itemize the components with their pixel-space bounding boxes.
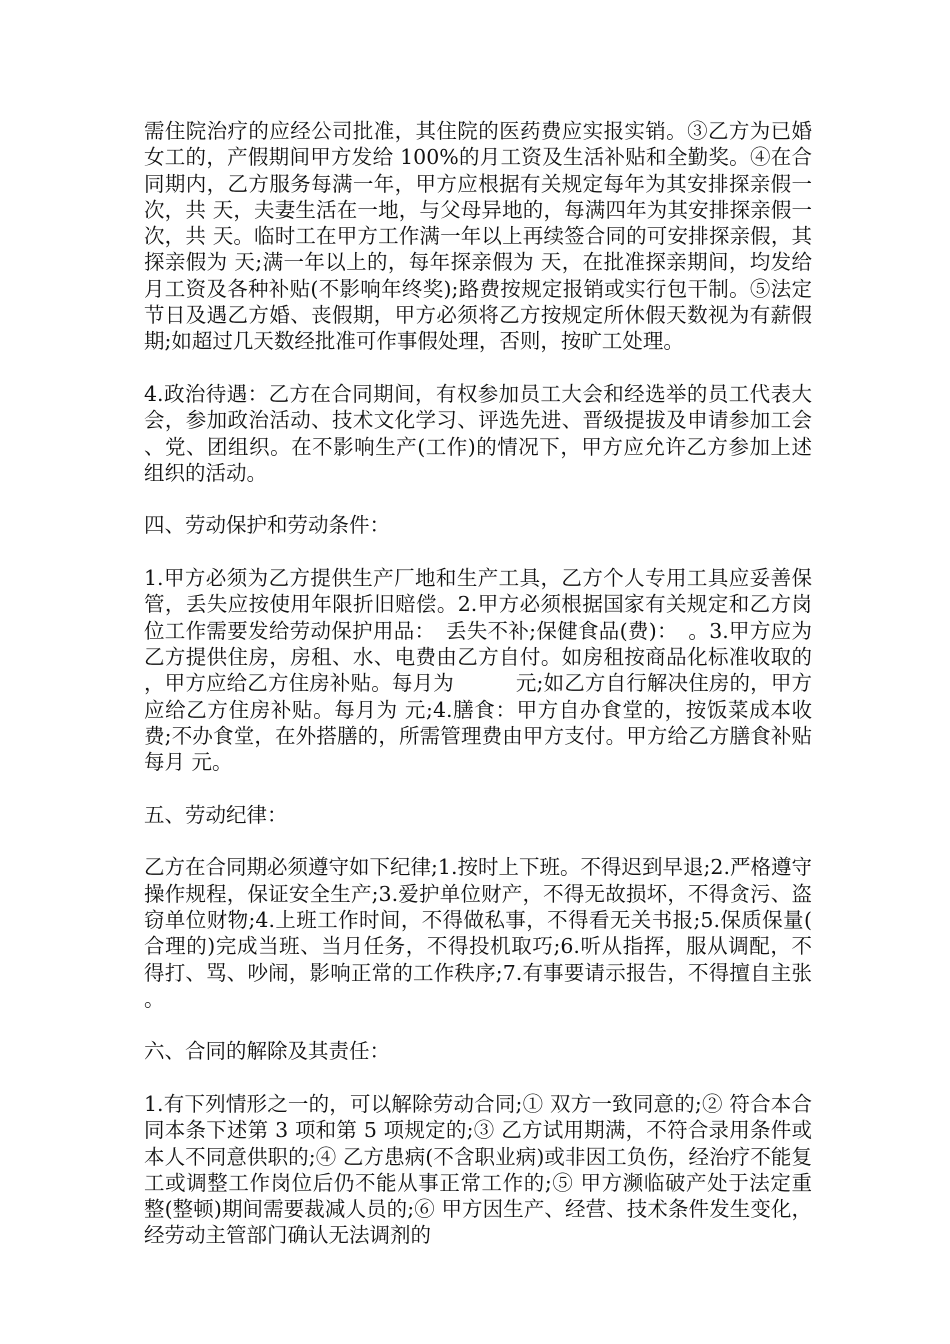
document-body [144, 118, 812, 1275]
paragraph-labor-discipline: 乙方在合同期必须遵守如下纪律;1.按时上下班。不得迟到早退;2.严格遵守操作规程，保证安全生产;3.爱护单位财产，不得无故损坏，不得贪污、盗窃单位财物;4.上班工作时间，不得做私事，不得看无关书报;5.保质保量(合理的)完成当班、当月任务，不得投机取巧;6.听从指挥，服从调配，不得打、骂、吵闹，影响正常的工作秩序;7.有事要请示报告，不得擅自主张。 [144, 855, 812, 1011]
section-heading-labor-protection: 四、劳动保护和劳动条件： [144, 513, 390, 538]
section-heading-labor-discipline: 五、劳动纪律： [144, 802, 288, 827]
paragraph-contract-termination: 1.有下列情形之一的，可以解除劳动合同;① 双方一致同意的;② 符合本合同本条下述第 3 项和第 5 项规定的;③ 乙方试用期满，不符合录用条件或本人不同意供职的;④ 乙方患病(不含职业病)或非因工负伤，经治疗不能复工或调整工作岗位后仍不能从事正常工作的;⑤ 甲方濒临破产处于法定重整(整顿)期间需要裁减人员的;⑥ 甲方因生产、经营、技术条件发生变化，经劳动主管部门确认无法调剂的 [144, 1091, 812, 1248]
paragraph-leave-benefits: 需住院治疗的应经公司批准，其住院的医药费应实报实销。③乙方为已婚女工的，产假期间甲方发给 100%的月工资及生活补贴和全勤奖。④在合同期内，乙方服务每满一年，甲方应根据有关规定每年为其安排探亲假一次，共 天，夫妻生活在一地，与父母异地的，每满四年为其安排探亲假一次，共 天。临时工在甲方工作满一年以上再续签合同的可安排探亲假，其探亲假为 天;满一年以上的，每年探亲假为 天，在批准探亲期间，均发给月工资及各种补贴(不影响年终奖);路费按规定报销或实行包干制。⑤法定节日及遇乙方婚、丧假期，甲方必须将乙方按规定所休假天数视为有薪假期;如超过几天数经批准可作事假处理，否则，按旷工处理。 [144, 119, 812, 354]
paragraph-labor-protection: 1.甲方必须为乙方提供生产厂地和生产工具，乙方个人专用工具应妥善保管，丢失应按使用年限折旧赔偿。2.甲方必须根据国家有关规定和乙方岗位工作需要发给劳动保护用品： 丢失不补;保健食品(费)： 。3.甲方应为乙方提供住房，房租、水、电费由乙方自付。如房租按商品化标准收取的，甲方应给乙方住房补贴。每月为 元;如乙方自行解决住房的，甲方应给乙方住房补贴。每月为 元;4.膳食：甲方自办食堂的，按饭菜成本收费;不办食堂，在外搭膳的，所需管理费由甲方支付。甲方给乙方膳食补贴每月 元。 [144, 566, 812, 775]
section-heading-contract-termination: 六、合同的解除及其责任： [144, 1039, 390, 1064]
paragraph-political-treatment: 4.政治待遇：乙方在合同期间，有权参加员工大会和经选举的员工代表大会，参加政治活动、技术文化学习、评选先进、晋级提拔及申请参加工会、党、团组织。在不影响生产(工作)的情况下，甲方应允许乙方参加上述组织的活动。 [144, 381, 812, 485]
